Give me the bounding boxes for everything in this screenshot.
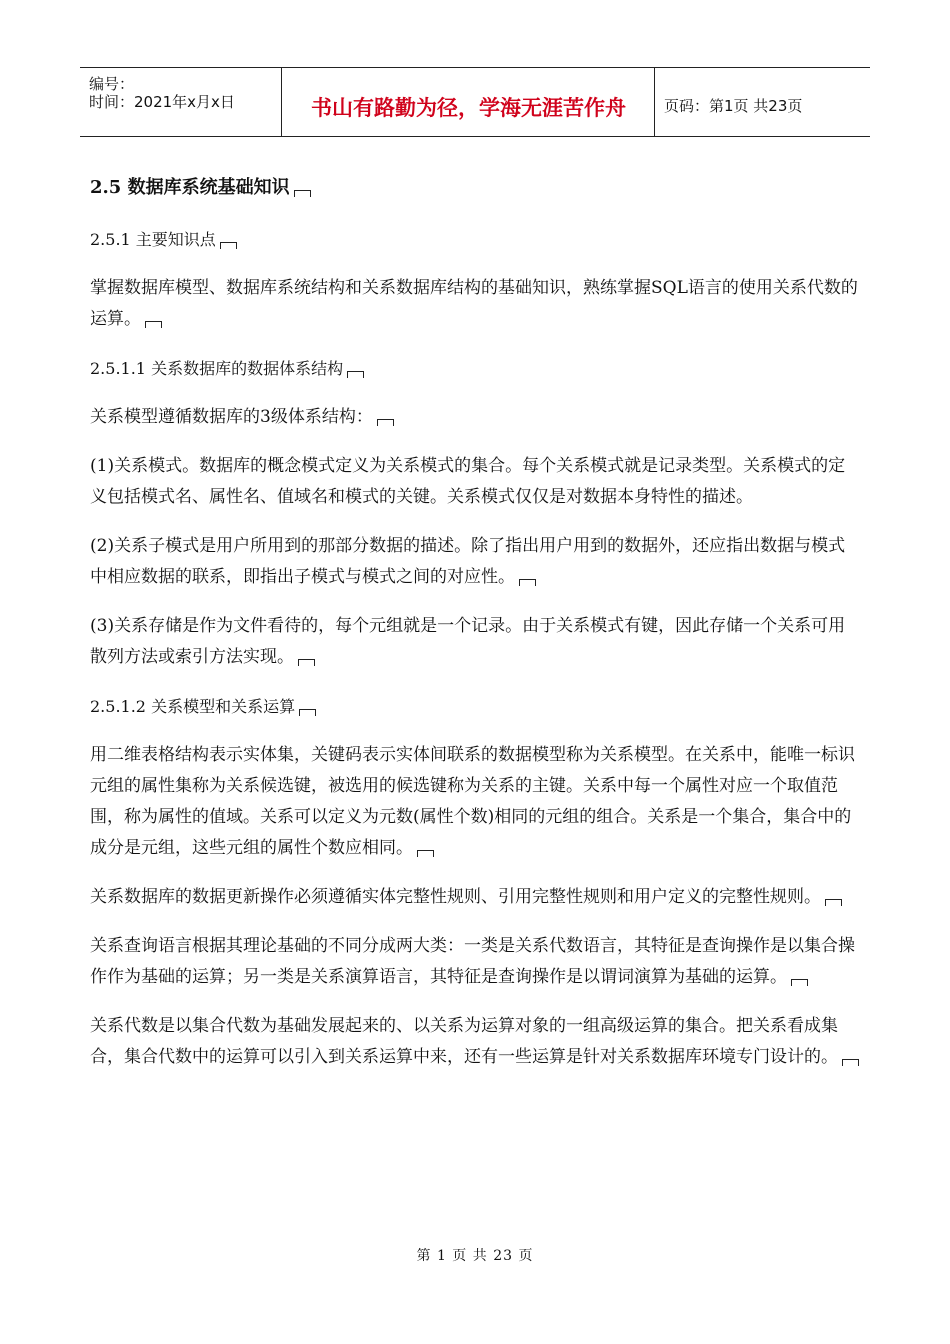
paragraph-text: (1)关系模式。数据库的概念模式定义为关系模式的集合。每个关系模式就是记录类型。关系模式的定义包括模式名、属性名、值域名和模式的关键。关系模式仅仅是对数据本身特性的描述。 xyxy=(90,456,846,507)
paragraph xyxy=(90,531,860,593)
paragraph xyxy=(90,931,860,993)
paragraph-mark-icon xyxy=(417,850,434,857)
page-footer: 第 1 页 共 23 页 xyxy=(416,1248,534,1264)
subsection-heading xyxy=(90,224,860,255)
section-title-text: 2.5 数据库系统基础知识 xyxy=(90,177,290,198)
subsection-heading-text: 2.5.1.1 关系数据库的数据体系结构 xyxy=(90,359,344,378)
paragraph xyxy=(90,273,860,335)
paragraph-mark-icon xyxy=(298,659,315,666)
paragraph-mark-icon xyxy=(347,371,364,378)
paragraph xyxy=(90,740,860,864)
paragraph xyxy=(90,611,860,673)
paragraph xyxy=(90,1011,860,1073)
paragraph-text: (3)关系存储是作为文件看待的，每个元组就是一个记录。由于关系模式有键，因此存储一个关系可用散列方法或索引方法实现。 xyxy=(90,616,846,667)
header-meta-cell xyxy=(80,68,282,136)
paragraph-text: 关系查询语言根据其理论基础的不同分成两大类：一类是关系代数语言，其特征是查询操作是以集合操作作为基础的运算；另一类是关系演算语言，其特征是查询操作是以谓词演算为基础的运算。 xyxy=(90,936,855,987)
subsection-heading xyxy=(90,353,860,384)
paragraph-mark-icon xyxy=(299,709,316,716)
header-page-number: 页码：第1页 共23页 xyxy=(664,97,803,115)
paragraph-mark-icon xyxy=(377,419,394,426)
header-motto-cell xyxy=(283,68,655,136)
paragraph xyxy=(90,882,860,913)
section-title xyxy=(90,170,860,206)
paragraph-mark-icon xyxy=(842,1059,859,1066)
header-motto: 书山有路勤为径，学海无涯苦作舟 xyxy=(311,96,626,120)
paragraph-text: 关系数据库的数据更新操作必须遵循实体完整性规则、引用完整性规则和用户定义的完整性规则。 xyxy=(90,887,821,907)
paragraph-text: 关系代数是以集合代数为基础发展起来的、以关系为运算对象的一组高级运算的集合。把关系看成集合，集合代数中的运算可以引入到关系运算中来，还有一些运算是针对关系数据库环境专门设计的。 xyxy=(90,1016,838,1067)
paragraph-text: 关系模型遵循数据库的3级体系结构： xyxy=(90,407,373,427)
document-number-label: 编号： xyxy=(89,75,135,93)
paragraph-mark-icon xyxy=(825,899,842,906)
paragraph-mark-icon xyxy=(519,579,536,586)
paragraph-mark-icon xyxy=(791,979,808,986)
subsection-heading-text: 2.5.1.2 关系模型和关系运算 xyxy=(90,697,296,716)
document-body xyxy=(90,170,860,1091)
header-page-cell xyxy=(656,68,870,136)
subsection-heading xyxy=(90,691,860,722)
page-header xyxy=(80,67,870,137)
paragraph-text: (2)关系子模式是用户所用到的那部分数据的描述。除了指出用户用到的数据外，还应指出数据与模式中相应数据的联系，即指出子模式与模式之间的对应性。 xyxy=(90,536,846,587)
paragraph-text: 掌握数据库模型、数据库系统结构和关系数据库结构的基础知识，熟练掌握SQL语言的使用关系代数的运算。 xyxy=(90,278,858,329)
subsection-heading-text: 2.5.1 主要知识点 xyxy=(90,230,216,249)
paragraph-mark-icon xyxy=(145,321,162,328)
document-date-label: 时间：2021年x月x日 xyxy=(89,93,235,111)
paragraph xyxy=(90,402,860,433)
paragraph-mark-icon xyxy=(294,190,311,197)
paragraph-text: 用二维表格结构表示实体集，关键码表示实体间联系的数据模型称为关系模型。在关系中，能唯一标识元组的属性集称为关系候选键，被选用的候选键称为关系的主键。关系中每一个属性对应一个取值范围，称为属性的值域。关系可以定义为元数(属性个数)相同的元组的组合。关系是一个集合，集合中的成分是元组，这些元组的属性个数应相同。 xyxy=(90,745,855,858)
paragraph-mark-icon xyxy=(220,242,237,249)
paragraph xyxy=(90,451,860,513)
